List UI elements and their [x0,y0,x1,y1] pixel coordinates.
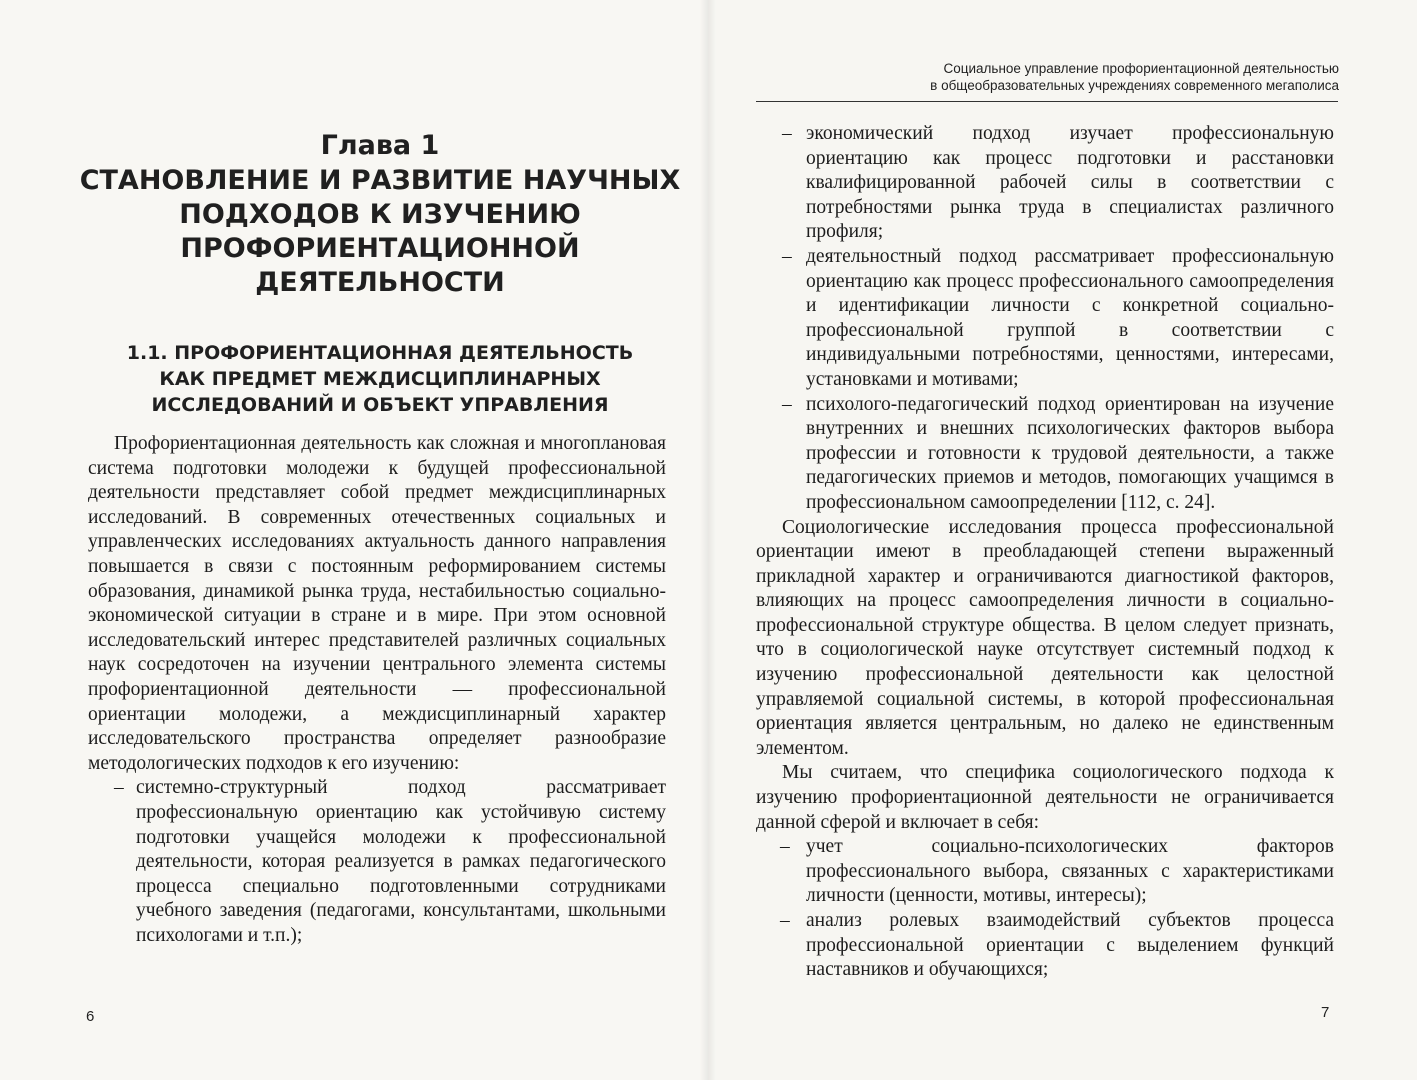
bullet-list [756,122,1334,516]
list-item-text: психолого-педагогический подход ориентирован на изучение внутренних и внешних психологических факторов выбора профессии и готовности к трудовой деятельности, а также педагогических приемов и методов, помогающих учащимся в профессиональном самоопределении [112, с. 24]. [806,393,1334,513]
header-rule [756,101,1338,102]
list-item-text: анализ ролевых взаимодействий субъектов процесса профессиональной ориентации с выделением функций наставников и обучающихся; [806,910,1334,981]
chapter-title [60,164,700,300]
list-item-text: системно-структурный подход рассматривает профессиональную ориентацию как устойчивую систему подготовки учащейся молодежи к профессиональной деятельности, которая реализуется в рамках педагогического процесса специально подготовленными сотрудниками учебного заведения (педагогами, консультантами, школьными психологами и т.п.); [136,777,666,946]
dash-marker: – [780,910,790,931]
list-item [756,835,1334,909]
paragraph: Мы считаем, что специфика социологического подхода к изучению профориентационной деятельности не ограничивается данной сферой и включает в себя: [756,762,1334,833]
dash-marker: – [114,777,124,799]
page-number: 7 [1321,1004,1330,1021]
chapter-number: Глава 1 [320,130,440,161]
chapter-title-line: ПОДХОДОВ К ИЗУЧЕНИЮ [179,199,581,230]
left-page [0,0,708,1080]
section-title-line: ИССЛЕДОВАНИЙ И ОБЪЕКТ УПРАВЛЕНИЯ [151,394,609,416]
dash-marker: – [782,123,792,144]
dash-marker: – [782,393,792,415]
dash-marker: – [782,245,792,267]
book-gutter [700,0,716,1080]
section-title-line: КАК ПРЕДМЕТ МЕЖДИСЦИПЛИНАРНЫХ [159,368,601,390]
running-header [739,60,1339,94]
list-item [756,909,1334,983]
section-title-line: 1.1. ПРОФОРИЕНТАЦИОННАЯ ДЕЯТЕЛЬНОСТЬ [126,342,634,364]
right-body-text [756,122,1334,983]
bullet-list [756,835,1334,983]
list-item [756,393,1334,516]
left-body-text [88,432,666,948]
chapter-title-line: ПРОФОРИЕНТАЦИОННОЙ ДЕЯТЕЛЬНОСТИ [180,233,580,298]
running-header-line: в общеобразовательных учреждениях современного мегаполиса [930,78,1339,93]
list-item [88,776,666,948]
dash-marker: – [780,836,790,858]
page-number: 6 [86,1008,95,1025]
list-item-text: учет социально-психологических факторов профессионального выбора, связанных с характеристиками личности (ценности, мотивы, интересы); [806,836,1334,907]
list-item-text: деятельностный подход рассматривает профессиональную ориентацию как процесс профессионального самоопределения и идентификации личности с конкретной социально-профессиональной группой в соответствии с индивидуальными потребностями, ценностями, интересами, установками и мотивами; [806,245,1334,390]
list-item [756,245,1334,393]
running-header-line: Социальное управление профориентационной деятельностью [943,61,1339,76]
list-item-text: экономический подход изучает профессиональную ориентацию как процесс подготовки и расстановки квалифицированной рабочей силы в соответствии с потребностями рынка труда в специалистах различного профиля; [806,123,1334,243]
paragraph: Профориентационная деятельность как сложная и многоплановая система подготовки молодежи к будущей профессиональной деятельности представляет собой предмет междисциплинарных исследований. В современных отечественных социальных и управленческих исследованиях актуальность данного направления повышается в связи с постоянным реформированием системы образования, динамикой рынка труда, нестабильностью социально-экономической ситуации в стране и в мире. При этом основной исследовательский интерес представителей различных социальных наук сосредоточен на изучении центрального элемента системы профориентационной деятельности — профессиональной ориентации молодежи, а междисциплинарный характер исследовательского пространства определяет разнообразие методологических подходов к его изучению: [88,433,666,774]
paragraph: Социологические исследования процесса профессиональной ориентации имеют в преобладающей степени выраженный прикладной характер и ограничиваются диагностикой факторов, влияющих на процесс самоопределения личности в социально-профессиональной структуре общества. В целом следует признать, что в социологической науке отсутствует системный подход к изучению профессиональной деятельности как целостной управляемой социальной системы, в которой профессиональная ориентация является центральным, но далеко не единственным элементом. [756,516,1334,759]
section-heading [70,340,690,418]
list-item [756,122,1334,245]
chapter-title-line: СТАНОВЛЕНИЕ И РАЗВИТИЕ НАУЧНЫХ [79,165,681,196]
chapter-heading [60,128,700,300]
bullet-list [88,776,666,948]
